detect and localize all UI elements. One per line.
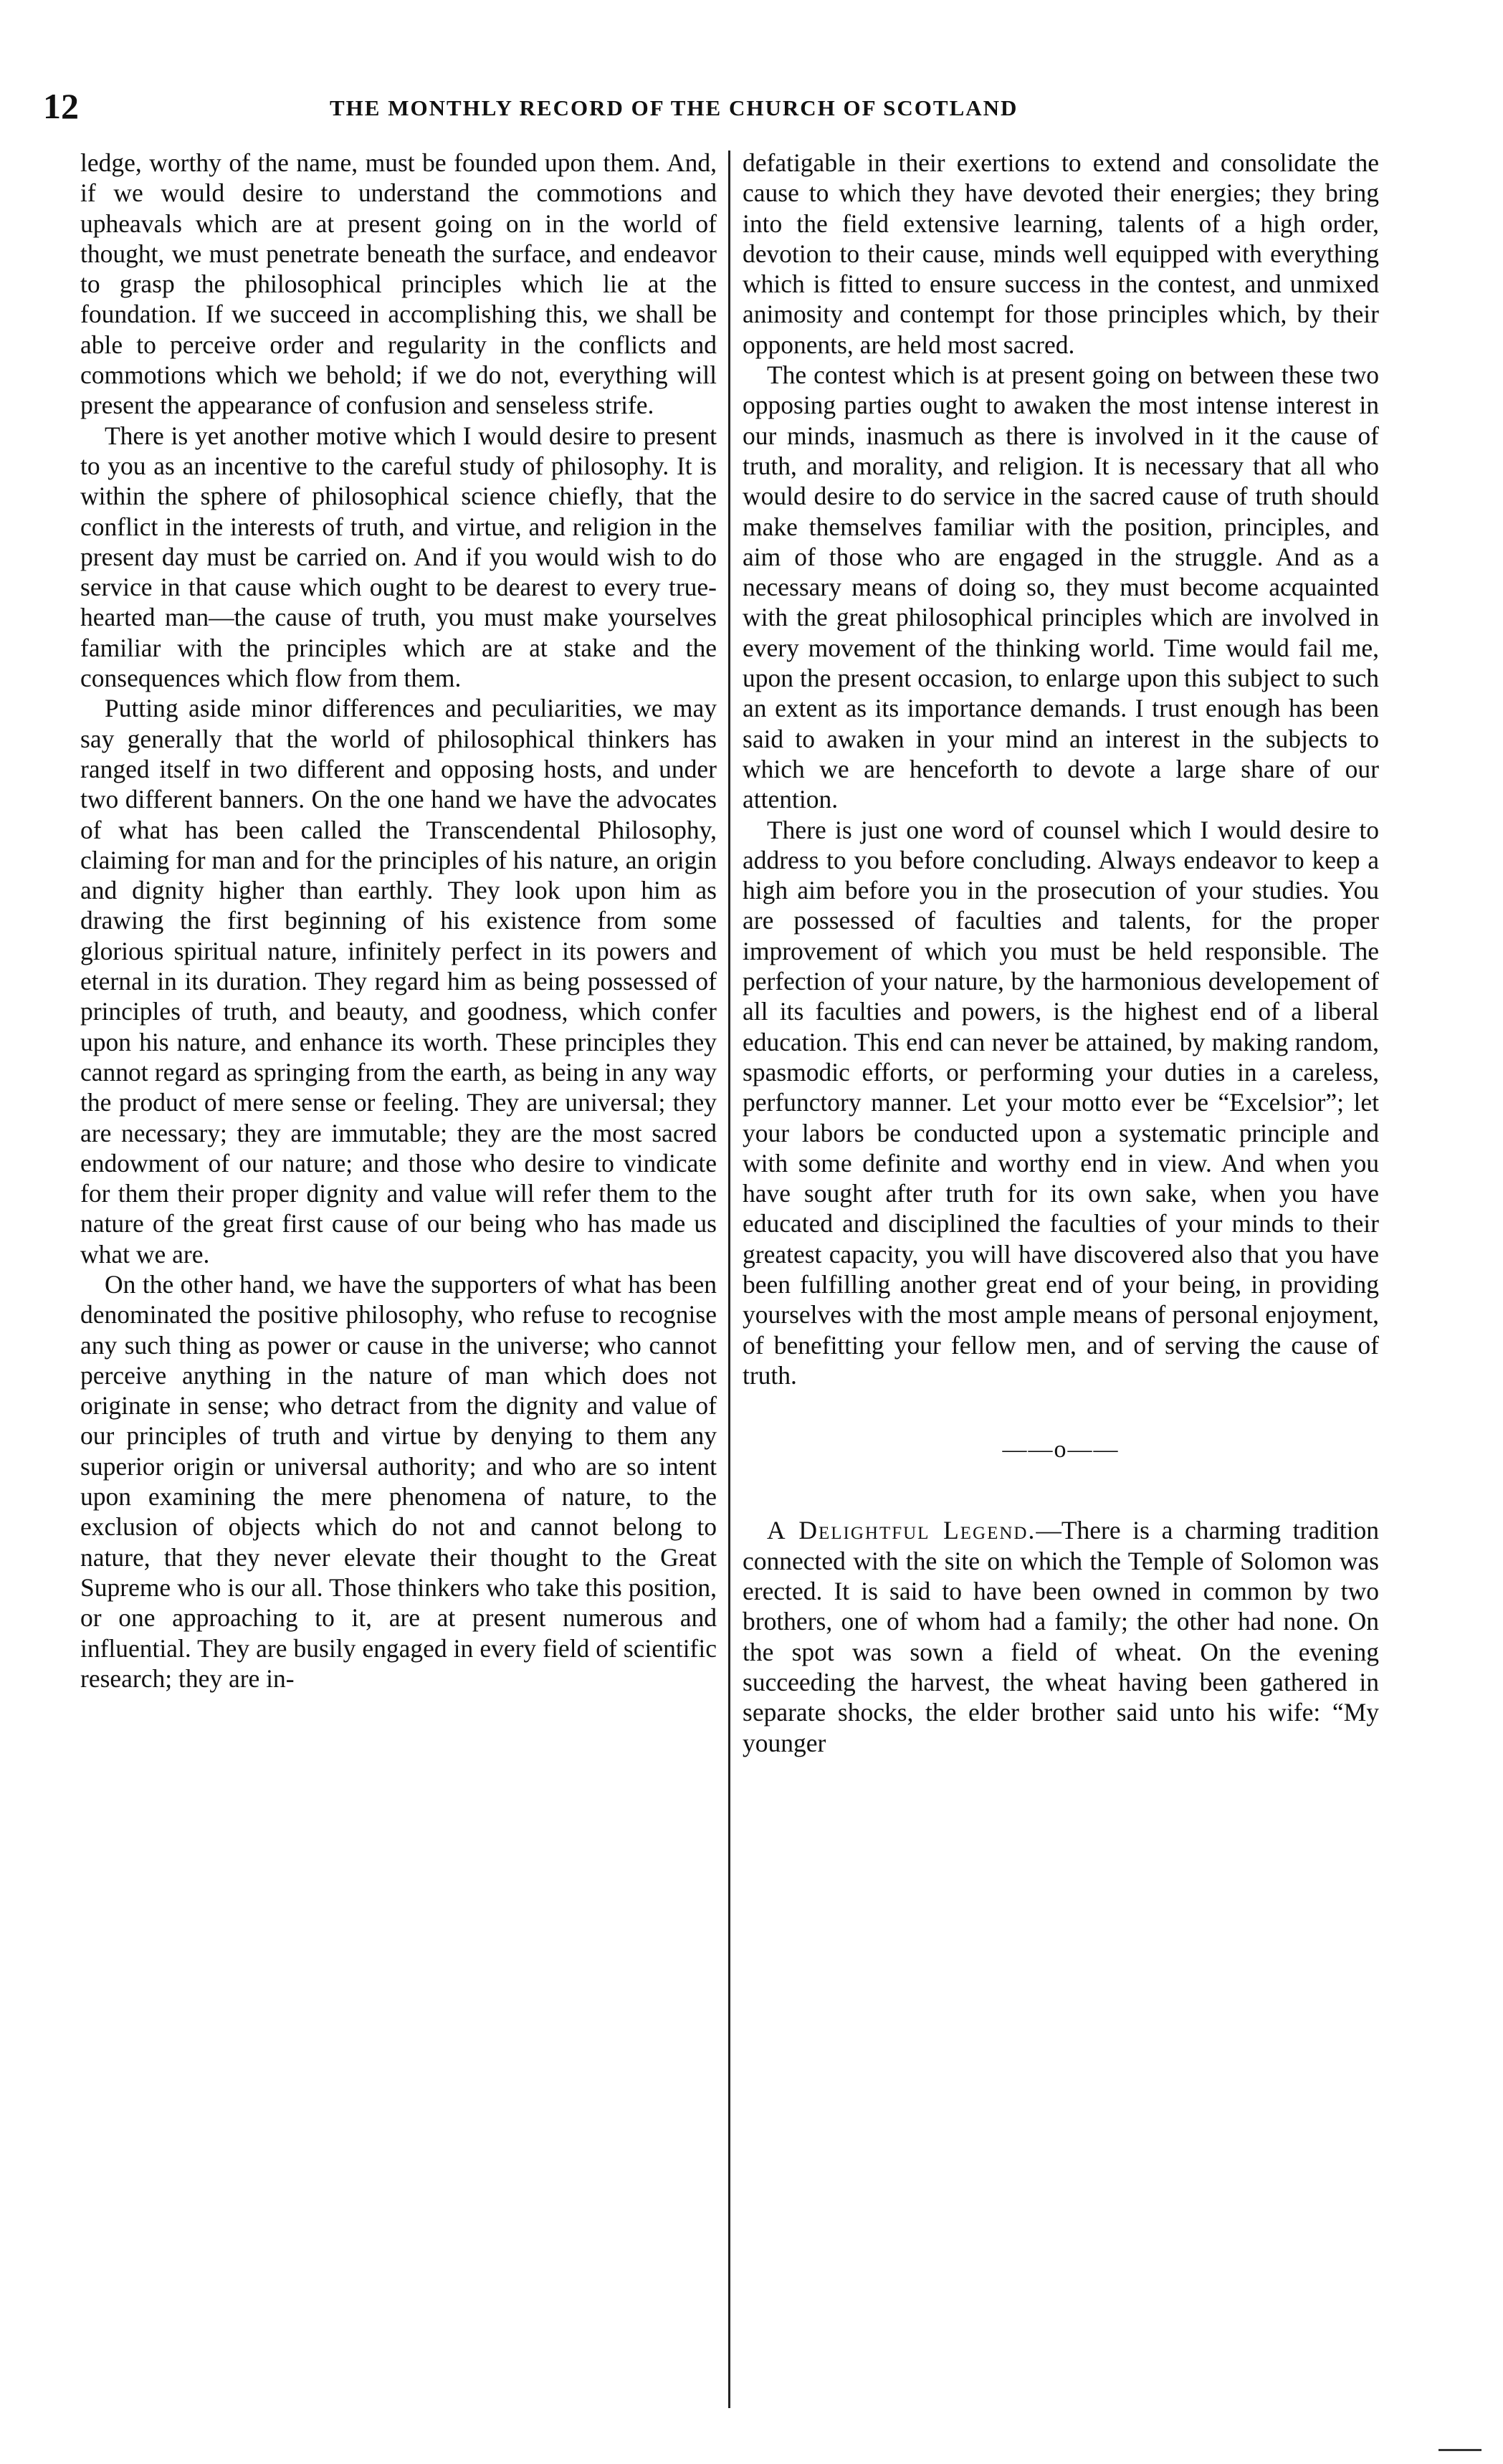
paragraph: Putting aside minor differences and peculiarities, we may say generally that the world of philosophical thinkers has ranged itself in two different and opposing hosts, and under two different banners. On the one hand we have the advocates of what has been called the Transcendental Philosophy, claiming for man and for the principles of his nature, an origin and dignity higher than earthly. They look upon him as drawing the first beginning of his existence from some glorious spiritual nature, infinitely perfect in its powers and eternal in its duration. They regard him as being possessed of principles of truth, and beauty, and goodness, which confer upon his nature, and enhance its worth. These principles they cannot regard as springing from the earth, as being in any way the product of mere sense or feeling. They are universal; they are necessary; they are immutable; they are the most sacred endowment of our nature; and those who desire to vindicate for them their proper dignity and value will refer them to the nature of the great first cause of our being who has made us what we are.	[80, 694, 717, 1269]
paragraph: ledge, worthy of the name, must be founded upon them. And, if we would desire to understand the commotions and upheavals which are at present going on in the world of thought, we must penetrate beneath the surface, and endeavor to grasp the philosophical principles which lie at the foundation. If we succeed in accomplishing this, we shall be able to perceive order and regularity in the conflicts and commotions which we behold; if we do not, everything will present the appearance of confusion and senseless strife.	[80, 148, 717, 420]
left-column	[80, 148, 717, 1694]
paragraph: There is yet another motive which I would desire to present to you as an incentive to the careful study of philosophy. It is within the sphere of philosophical science chiefly, that the conflict in the interests of truth, and virtue, and religion in the present day must be carried on. And if you would wish to do service in that cause which ought to be dearest to every true-hearted man—the cause of truth, you must make yourselves familiar with the principles which are at stake and the consequences which flow from them.	[80, 421, 717, 693]
paragraph: On the other hand, we have the supporters of what has been denominated the positive philosophy, who refuse to recognise any such thing as power or cause in the universe; who cannot perceive anything in the nature of man which does not originate in sense; who detract from the dignity and value of our principles of truth and virtue by denying to them any superior origin or universal authority; and who are so intent upon examining the mere phenomena of nature, to the exclusion of objects which do not and cannot belong to nature, that they never elevate their thought to the Great Supreme who is our all. Those thinkers who take this position, or one approaching to it, are at present numerous and influential. They are busily engaged in every field of scientific research; they are in-	[80, 1269, 717, 1693]
right-column	[743, 148, 1379, 1758]
paragraph: defatigable in their exertions to extend and consolidate the cause to which they have devoted their energies; they bring into the field extensive learning, talents of a high order, devotion to their cause, minds well equipped with everything which is fitted to ensure success in the contest, and unmixed animosity and contempt for those principles which, by their opponents, are held most sacred.	[743, 148, 1379, 359]
running-title: THE MONTHLY RECORD OF THE CHURCH OF SCOTLAND	[330, 95, 1018, 120]
page-number: 12	[43, 86, 79, 126]
legend-title: A Delightful Legend.	[767, 1516, 1036, 1545]
legend-text: —There is a charming tradition connected with the site on which the Temple of Solomon was erected. It is said to have been owned in common by two brothers, one of whom had a family; the other had none. On the spot was sown a field of wheat. On the evening succeeding the harvest, the wheat having been gathered in separate shocks, the elder brother said unto his wife: “My younger	[743, 1516, 1379, 1757]
page-edge-mark	[1438, 2449, 1481, 2451]
paragraph: There is just one word of counsel which I would desire to address to you before concluding. Always endeavor to keep a high aim before you in the prosecution of your studies. You are possessed of faculties and talents, for the proper improvement of which you must be held responsible. The perfection of your nature, by the harmonious developement of all its faculties and powers, is the highest end of a liberal education. This end can never be attained, by making random, spasmodic efforts, or performing your duties in a careless, perfunctory manner. Let your motto ever be “Excelsior”; let your labors be conducted upon a systematic principle and with some definite and worthy end in view. And when you have sought after truth for its own sake, when you have educated and disciplined the faculties of your minds to their greatest capacity, you will have discovered also that you have been fulfilling another great end of your being, in providing yourselves with the most ample means of personal enjoyment, of benefitting your fellow men, and of serving the cause of truth.	[743, 815, 1379, 1390]
page-header	[43, 85, 1390, 142]
paragraph: The contest which is at present going on between these two opposing parties ought to awaken the most intense interest in our minds, inasmuch as there is involved in it the cause of truth, and morality, and religion. It is necessary that all who would desire to do service in the sacred cause of truth should make themselves familiar with the position, principles, and aim of those who are engaged in the struggle. And as a necessary means of doing so, they must become acquainted with the great philosophical principles which are involved in every movement of the thinking world. Time would fail me, upon the present occasion, to enlarge upon this subject to such an extent as its importance demands. I trust enough has been said to awaken in your mind an interest in the subjects to which we are henceforth to devote a large share of our attention.	[743, 360, 1379, 814]
legend-article	[743, 1515, 1379, 1757]
column-divider	[728, 151, 730, 2408]
section-ornament: ——o——	[1002, 1436, 1120, 1463]
